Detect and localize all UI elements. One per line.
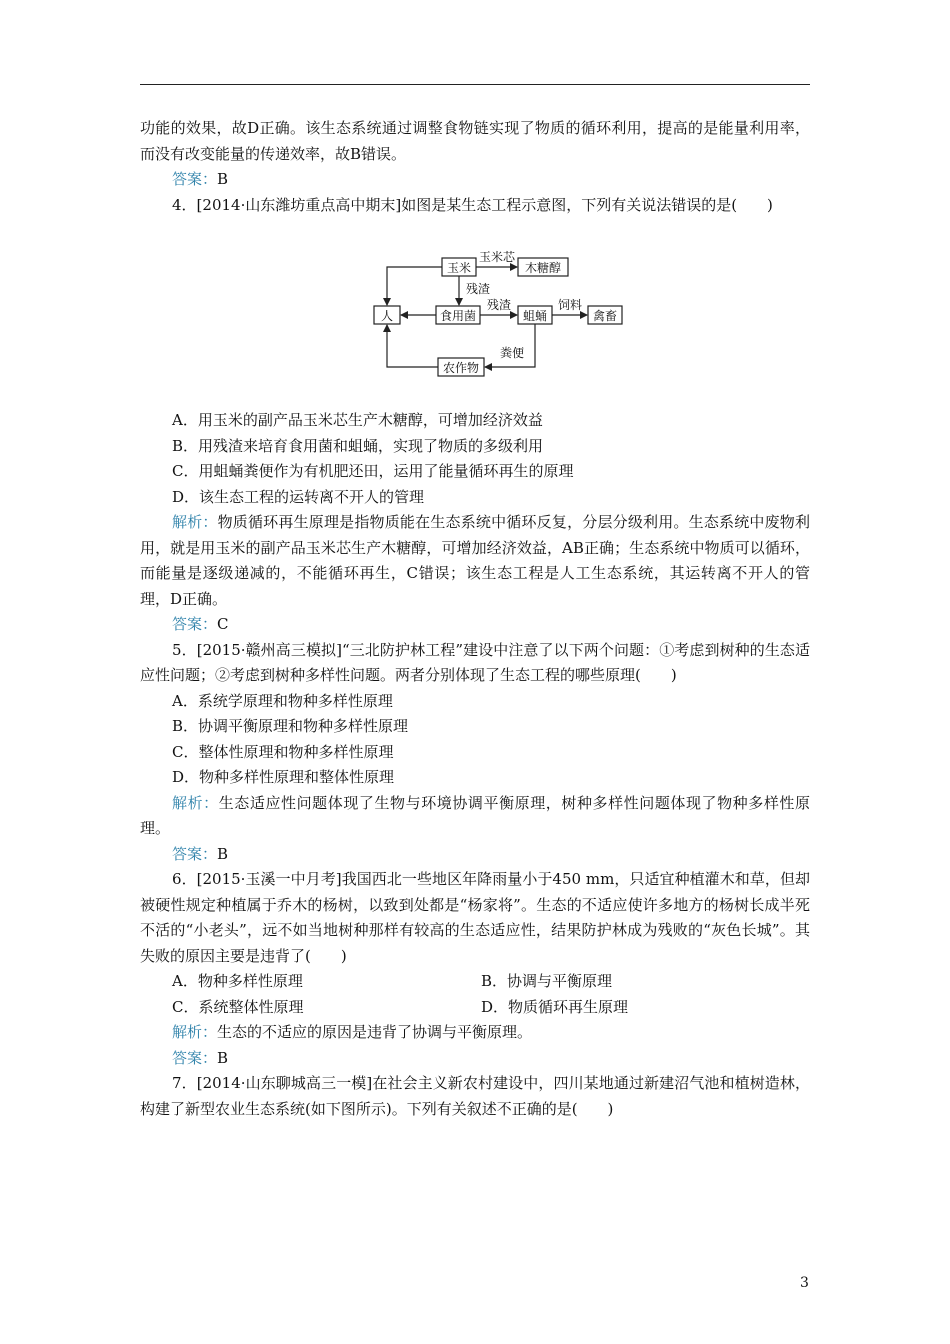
label-residue-2: 残渣 [486,298,512,312]
q6-stem: 6．[2015·玉溪一中月考]我国西北一些地区年降雨量小于450 mm，只适宜种植灌木和草，但却被硬性规定种植属于乔木的杨树，以致到处都是“杨家将”。生态的不适应使许多地方的杨树长成半死不活的“小老头”，远不如当地树种那样有较高的生态适应性，结果防护林成为残败的“灰色长城”。其失败的原因主要是违背了( ) [140,870,810,965]
analysis-label: 解析： [172,513,218,531]
diagram-svg [370,222,630,402]
q4-option-a: A．用玉米的副产品玉米芯生产木糖醇，可增加经济效益 [172,411,543,429]
q6-analysis [140,1020,810,1046]
q5-answer [140,842,810,868]
node-maggot: 蛆蛹 [522,309,548,323]
label-feed: 饲料 [557,298,583,312]
edge-corn-person [387,267,442,305]
answer-label: 答案： [172,1048,218,1067]
analysis-label: 解析： [172,1023,218,1041]
node-livestock: 禽畜 [592,309,618,323]
analysis-label: 解析： [172,793,219,812]
q4-option-b: B．用残渣来培育食用菌和蛆蛹，实现了物质的多级利用 [172,436,544,455]
node-crop: 农作物 [442,361,480,375]
node-person: 人 [380,309,394,323]
answer-value: B [217,844,229,863]
analysis-text: 生态适应性问题体现了生物与环境协调平衡原理，树种多样性问题体现了物种多样性原理。 [140,793,810,837]
q5-stem: 5．[2015·赣州高三模拟]“三北防护林工程”建设中注意了以下两个问题：①考虑到树种的生态适应性问题；②考虑到树种多样性问题。两者分别体现了生态工程的哪些原理( ) [140,640,810,684]
eco-engineering-diagram [140,222,810,406]
document-body [140,116,810,1122]
label-residue-1: 残渣 [465,282,491,296]
node-corn: 玉米 [446,261,472,275]
header-rule [140,84,810,85]
q5-analysis [140,791,810,842]
q6-options-row-1 [140,969,810,995]
answer-label: 答案： [172,844,218,863]
page-number: 3 [800,1275,809,1291]
q6-option-b: B．协调与平衡原理 [481,972,613,990]
q4-option-d: D．该生态工程的运转离不开人的管理 [172,487,425,506]
node-fungus: 食用菌 [439,309,477,323]
previous-explanation: 功能的效果，故D正确。该生态系统通过调整食物链实现了物质的循环利用，提高的是能量利用率，而没有改变能量的传递效率，故B错误。 [140,119,810,163]
answer-value: C [217,615,229,633]
q7-stem: 7．[2014·山东聊城高三一模]在社会主义新农村建设中，四川某地通过新建沼气池和植树造林，构建了新型农业生态系统(如下图所示)。下列有关叙述不正确的是( ) [140,1074,810,1118]
analysis-text: 生态的不适应的原因是违背了协调与平衡原理。 [217,1023,533,1041]
label-manure: 粪便 [499,346,525,360]
q5-option-d: D．物种多样性原理和整体性原理 [172,768,395,786]
q6-options-row-2 [140,995,810,1021]
q5-option-b: B．协调平衡原理和物种多样性原理 [172,717,409,735]
q4-analysis [140,510,810,612]
q3-answer [140,167,810,193]
q4-answer [140,612,810,638]
answer-value: B [217,170,229,188]
answer-value: B [217,1048,229,1067]
answer-label: 答案： [172,170,218,188]
edge-crop-person [387,325,438,367]
analysis-text: 物质循环再生原理是指物质能在生态系统中循环反复，分层分级利用。生态系统中废物利用，就是用玉米的副产品玉米芯生产木糖醇，可增加经济效益，AB正确；生态系统中物质可以循环，而能量是逐级递减的，不能循环再生，C错误；该生态工程是人工生态系统，其运转离不开人的管理，D正确。 [140,513,810,608]
q5-option-c: C．整体性原理和物种多样性原理 [172,742,394,761]
q5-option-a: A．系统学原理和物种多样性原理 [172,691,393,710]
q6-option-a: A．物种多样性原理 [172,972,303,990]
q4-option-c: C．用蛆蛹粪便作为有机肥还田，运用了能量循环再生的原理 [172,462,574,480]
label-corn-core: 玉米芯 [478,250,516,264]
q6-option-d: D．物质循环再生原理 [481,997,629,1016]
q6-answer [140,1046,810,1072]
q6-option-c: C．系统整体性原理 [172,997,304,1016]
node-xylitol: 木糖醇 [524,261,562,275]
q4-stem: 4．[2014·山东潍坊重点高中期末]如图是某生态工程示意图，下列有关说法错误的是( ) [172,195,773,214]
answer-label: 答案： [172,615,218,633]
